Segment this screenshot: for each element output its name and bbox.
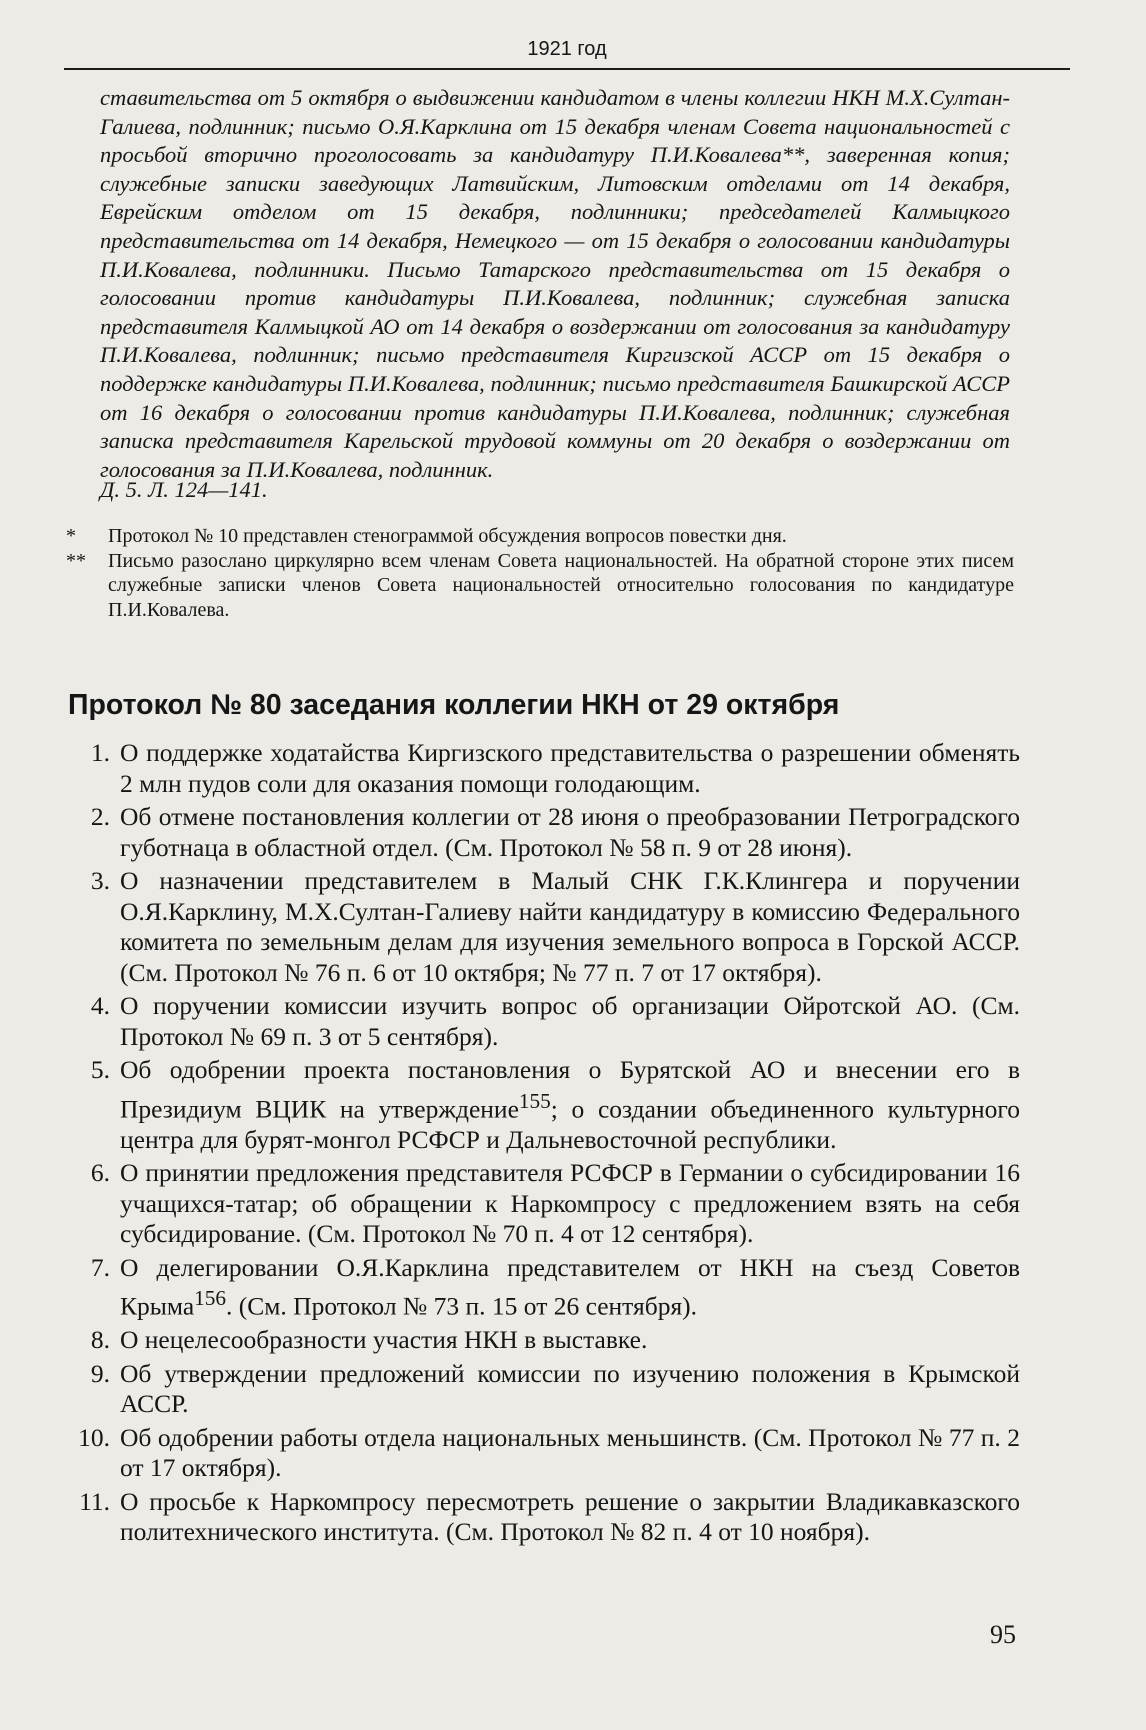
list-item [68,1253,1020,1323]
footnote [64,549,1014,623]
item-text: О назначении представителем в Малый СНК Г.К.Клингера и поручении О.Я.Карклину, М.Х.Султан-Галиеву найти кандидатуру в комиссию Федерального комитета по земельным делам для изучения земельного вопроса в Горской АССР. (См. Протокол № 76 п. 6 от 10 октября; № 77 п. 7 от 17 октября). [120,866,1020,987]
list-item [68,1158,1020,1250]
item-number: 9. [90,1358,110,1388]
footnote-ref: 156 [194,1286,227,1310]
item-number: 10. [78,1422,110,1452]
item-text: О нецелесообразности участия НКН в выставке. [120,1325,648,1354]
footnote-text: Письмо разослано циркулярно всем членам Совета национальностей. На обратной стороне этих писем служебные записки членов Совета национальностей относительно голосования по кандидатуре П.И.Ковалева. [108,549,1014,621]
list-item [68,1359,1020,1420]
protocol-title: Протокол № 80 заседания коллегии НКН от 29 октября [68,689,840,721]
archival-description: ставительства от 5 октября о выдвижении кандидатом в члены коллегии НКН М.Х.Султан-Галиева, подлинник; письмо О.Я.Карклина от 15 декабря членам Совета национальностей с просьбой вторично проголосовать за кандидатуру П.И.Ковалева**, заверенная копия; служебные записки заведующих Латвийским, Литовским отделами от 14 декабря, Еврейским отделом от 15 декабря, подлинники; председателей Калмыцкого представительства от 14 декабря, Немецкого — от 15 декабря о голосовании кандидатуры П.И.Ковалева, подлинники. Письмо Татарского представительства от 15 декабря о голосовании против кандидатуры П.И.Ковалева, подлинник; служебная записка представителя Калмыцкой АО от 14 декабря о воздержании от голосования за кандидатуру П.И.Ковалева, подлинник; письмо представителя Киргизской АССР от 15 декабря о поддержке кандидатуры П.И.Ковалева, подлинник; письмо представителя Башкирской АССР от 16 декабря о голосовании против кандидатуры П.И.Ковалева, подлинник; служебная записка представителя Карельской трудовой коммуны от 20 декабря о воздержании от голосования за П.И.Ковалева, подлинник. [100,85,1010,482]
item-number: 1. [90,738,110,767]
item-text: О поручении комиссии изучить вопрос об организации Ойротской АО. (См. Протокол № 69 п. 3 от 5 сентября). [120,991,1020,1051]
footnotes [64,524,1014,622]
footnote-mark: * [66,525,76,547]
item-number: 2. [90,802,110,831]
list-item [68,991,1020,1052]
page-number: 95 [990,1620,1016,1649]
item-number: 11. [79,1486,110,1516]
item-text: О просьбе к Наркомпросу пересмотреть решение о закрытии Владикавказского политехнического института. (См. Протокол № 82 п. 4 от 10 ноября). [120,1486,1020,1546]
running-header: 1921 год [527,38,607,60]
item-number: 8. [90,1325,110,1354]
item-text: Об отмене постановления коллегии от 28 июня о преобразовании Петроградского губотнаца в областной отдел. (См. Протокол № 58 п. 9 от 28 июня). [120,802,1020,862]
item-text: Об одобрении проекта постановления о Бурятской АО и внесении его в Президиум ВЦИК на утверждение$^{155}$; о создании объединенного культурного центра для бурят-монгол РСФСР и Дальневосточной республики. [120,1055,1021,1154]
item-number: 3. [90,866,110,895]
item-text: Об одобрении работы отдела национальных меньшинств. (См. Протокол № 77 п. 2 от 17 октября). [120,1422,1020,1482]
item-number: 7. [90,1252,110,1282]
footnote-mark: ** [66,549,86,572]
list-item [68,1055,1020,1155]
header-rule [64,68,1070,70]
item-text: О делегировании О.Я.Карклина представителем от НКН на съезд Советов Крыма$^{156}$. (См. Протокол № 73 п. 15 от 26 сентября). [120,1252,1020,1321]
archival-reference: Д. 5. Л. 124—141. [100,477,268,502]
list-item [68,866,1020,988]
item-text: О принятии предложения представителя РСФСР в Германии о субсидировании 16 учащихся-татар; об обращении к Наркомпросу с предложением взять на себя субсидирование. (См. Протокол № 70 п. 4 от 12 сентября). [120,1158,1020,1248]
list-item [68,1487,1020,1548]
item-text: Об утверждении предложений комиссии по изучению положения в Крымской АССР. [120,1358,1020,1418]
item-number: 4. [90,991,110,1020]
list-item [68,1423,1020,1484]
list-item [68,738,1020,799]
list-item [68,802,1020,863]
item-text: О поддержке ходатайства Киргизского представительства о разрешении обменять 2 млн пудов соли для оказания помощи голодающим. [120,738,1020,798]
item-number: 6. [90,1158,110,1187]
item-number: 5. [90,1055,110,1084]
list-item [68,1325,1020,1356]
footnote-text: Протокол № 10 представлен стенограммой обсуждения вопросов повестки дня. [108,525,787,547]
footnote [64,524,1014,549]
agenda-list [68,738,1020,1551]
footnote-ref: 155 [518,1088,551,1113]
